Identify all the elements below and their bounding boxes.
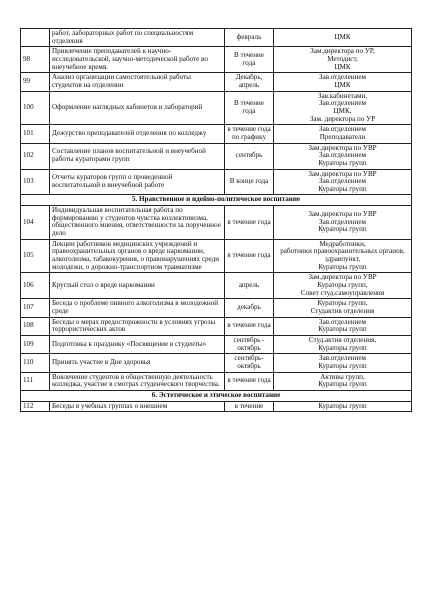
term-cell: сентябрь - октябрь (225, 335, 274, 353)
responsible-cell (274, 29, 412, 47)
responsible-line: ЦМК, (333, 106, 352, 115)
responsible-cell (274, 401, 412, 412)
table-row (21, 169, 412, 195)
responsible-line: Активы групп, (320, 372, 365, 381)
plan-table-body (21, 29, 412, 412)
section-heading: 5. Нравственное и идейно-политическое воспитание (21, 195, 412, 206)
event-cell: Составление планов воспитательной и внеучебной работы кураторами групп (50, 143, 225, 169)
responsible-cell (274, 273, 412, 299)
table-row (21, 91, 412, 125)
responsible-line: Зам.директора по УР, (310, 47, 375, 56)
row-number: 110 (21, 354, 50, 372)
row-number: 107 (21, 299, 50, 317)
responsible-line: Зам.директора по УВР (308, 273, 377, 282)
responsible-cell (274, 73, 412, 91)
responsible-line: Преподаватели (319, 132, 366, 141)
row-number: 105 (21, 239, 50, 273)
section-heading-row (21, 195, 412, 206)
row-number: 101 (21, 125, 50, 143)
term-cell: в течение года (225, 372, 274, 390)
row-number: 98 (21, 47, 50, 73)
term-cell: в течение года по графику (225, 125, 274, 143)
row-number: 100 (21, 91, 50, 125)
row-number: 106 (21, 273, 50, 299)
responsible-line: Кураторы групп (318, 184, 367, 193)
event-cell: Дежурство преподавателей отделения по колледжу (50, 125, 225, 143)
table-row (21, 143, 412, 169)
table-row (21, 239, 412, 273)
event-cell: Отчеты кураторов групп о проведенной воспитательной и внеучебной работе (50, 169, 225, 195)
section-heading-row (21, 390, 412, 401)
responsible-line: Зам. директора по УР (309, 114, 376, 123)
responsible-line: Кураторы групп (318, 225, 367, 234)
table-row (21, 273, 412, 299)
responsible-line: Методист, (327, 54, 358, 63)
event-cell: Оформление наглядных кабинетов и лабораторий (50, 91, 225, 125)
responsible-cell (274, 354, 412, 372)
table-row (21, 206, 412, 240)
responsible-cell (274, 169, 412, 195)
table-row (21, 29, 412, 47)
responsible-line: ЦМК (334, 62, 351, 71)
responsible-cell (274, 91, 412, 125)
responsible-line: Кураторы групп (318, 343, 367, 352)
table-row (21, 299, 412, 317)
responsible-line: Зав.отделением (319, 317, 366, 326)
responsible-cell (274, 47, 412, 73)
row-number: 111 (21, 372, 50, 390)
event-cell: Вовлечение студентов в общественную деятельность колледжа, участие в смотрах студенческого творчества. (50, 372, 225, 390)
responsible-line: Кураторы групп (318, 325, 367, 334)
row-number: 109 (21, 335, 50, 353)
responsible-line: Зам.директора по УВР (308, 209, 377, 218)
row-number: 108 (21, 317, 50, 335)
responsible-line: Совет студ.самоуправления (300, 288, 385, 297)
table-row (21, 335, 412, 353)
term-cell: февраль (225, 29, 274, 47)
responsible-line: Кураторы групп (318, 380, 367, 389)
term-cell: В течение года (225, 91, 274, 125)
responsible-line: Зав.кабинетами, (317, 91, 368, 100)
responsible-cell (274, 317, 412, 335)
table-row (21, 47, 412, 73)
event-cell: Анализ организации самостоятельной работы студентов на отделении (50, 73, 225, 91)
row-number: 99 (21, 73, 50, 91)
section-heading: 6. Эстетическое и этическое воспитание (21, 390, 412, 401)
table-row (21, 354, 412, 372)
plan-table (20, 28, 412, 412)
responsible-cell (274, 143, 412, 169)
term-cell: в течение года (225, 239, 274, 273)
responsible-line: Зав.отделением (319, 99, 366, 108)
term-cell: В конце года (225, 169, 274, 195)
responsible-cell (274, 335, 412, 353)
responsible-line: Кураторы групп (318, 401, 367, 410)
responsible-line: Медработники, (319, 239, 366, 248)
event-cell: Круглый стол о вреде наркомании (50, 273, 225, 299)
row-number: 103 (21, 169, 50, 195)
term-cell: сентябрь-октябрь (225, 354, 274, 372)
table-row (21, 372, 412, 390)
table-row (21, 401, 412, 412)
row-number (21, 29, 50, 47)
responsible-line: Зав.отделением (319, 73, 366, 82)
table-row (21, 73, 412, 91)
term-cell: в течение года (225, 317, 274, 335)
event-cell: Индивидуальная воспитательная работа по формированию у студентов чувства коллективизма, общественного мнения, ответственности за порученное дело (50, 206, 225, 240)
table-row (21, 125, 412, 143)
table-row (21, 317, 412, 335)
event-cell: Беседы о мерах предосторожности в условиях угрозы террористических актов (50, 317, 225, 335)
event-cell: Лекции работников медицинских учреждений и правоохранительных органов о вреде наркомании, алкоголизма, табакокурения, о правонарушениях среди молодежи, о дорожно-транспортном травматизме (50, 239, 225, 273)
row-number: 112 (21, 401, 50, 412)
responsible-cell (274, 299, 412, 317)
responsible-line: Зав.отделением (319, 151, 366, 160)
responsible-line: Зав.отделением (319, 177, 366, 186)
row-number: 104 (21, 206, 50, 240)
responsible-line: Кураторы групп (318, 158, 367, 167)
responsible-line: Студактив отделения (310, 307, 375, 315)
event-cell: Привлечение преподавателей к научно-исследовательской, научно-методической работе во внеучебное время. (50, 47, 225, 73)
responsible-line: Зам.директора по УВР (308, 169, 377, 178)
event-cell: работ, лабораторных работ по специальностям отделения (50, 29, 225, 47)
responsible-line: Кураторы групп (318, 361, 367, 370)
term-cell: В течение года (225, 47, 274, 73)
event-cell: Беседы в учебных группах о внешнем (50, 401, 225, 412)
responsible-line: Кураторы групп, (317, 281, 368, 290)
term-cell: Декабрь, апрель (225, 73, 274, 91)
responsible-cell (274, 239, 412, 273)
responsible-line: работники правоохранительных органов, здравпункт, (280, 247, 405, 264)
responsible-line: Студ.актив отделения, (308, 335, 377, 344)
responsible-line: Зам.директора по УВР (308, 143, 377, 152)
term-cell: в течение (225, 401, 274, 412)
responsible-line: ЦМК (334, 80, 351, 89)
term-cell: в течение года (225, 206, 274, 240)
term-cell: сентябрь (225, 143, 274, 169)
event-cell: Принять участие в Дне здоровья (50, 354, 225, 372)
term-cell: апрель (225, 273, 274, 299)
row-number: 102 (21, 143, 50, 169)
responsible-cell (274, 372, 412, 390)
responsible-line: Зав.отделением (319, 217, 366, 226)
responsible-line: Кураторы групп (318, 262, 367, 271)
responsible-line: ЦМК (334, 32, 351, 41)
term-cell: декабрь (225, 299, 274, 317)
responsible-cell (274, 125, 412, 143)
responsible-cell (274, 206, 412, 240)
responsible-line: Зав.отделением (319, 125, 366, 134)
event-cell: Беседа о проблеме пивного алкоголизма в молодежной среде (50, 299, 225, 317)
event-cell: Подготовка к празднику «Посвящение в студенты» (50, 335, 225, 353)
responsible-line: Кураторы групп, (317, 299, 368, 308)
responsible-line: Зав.отделением (319, 354, 366, 363)
